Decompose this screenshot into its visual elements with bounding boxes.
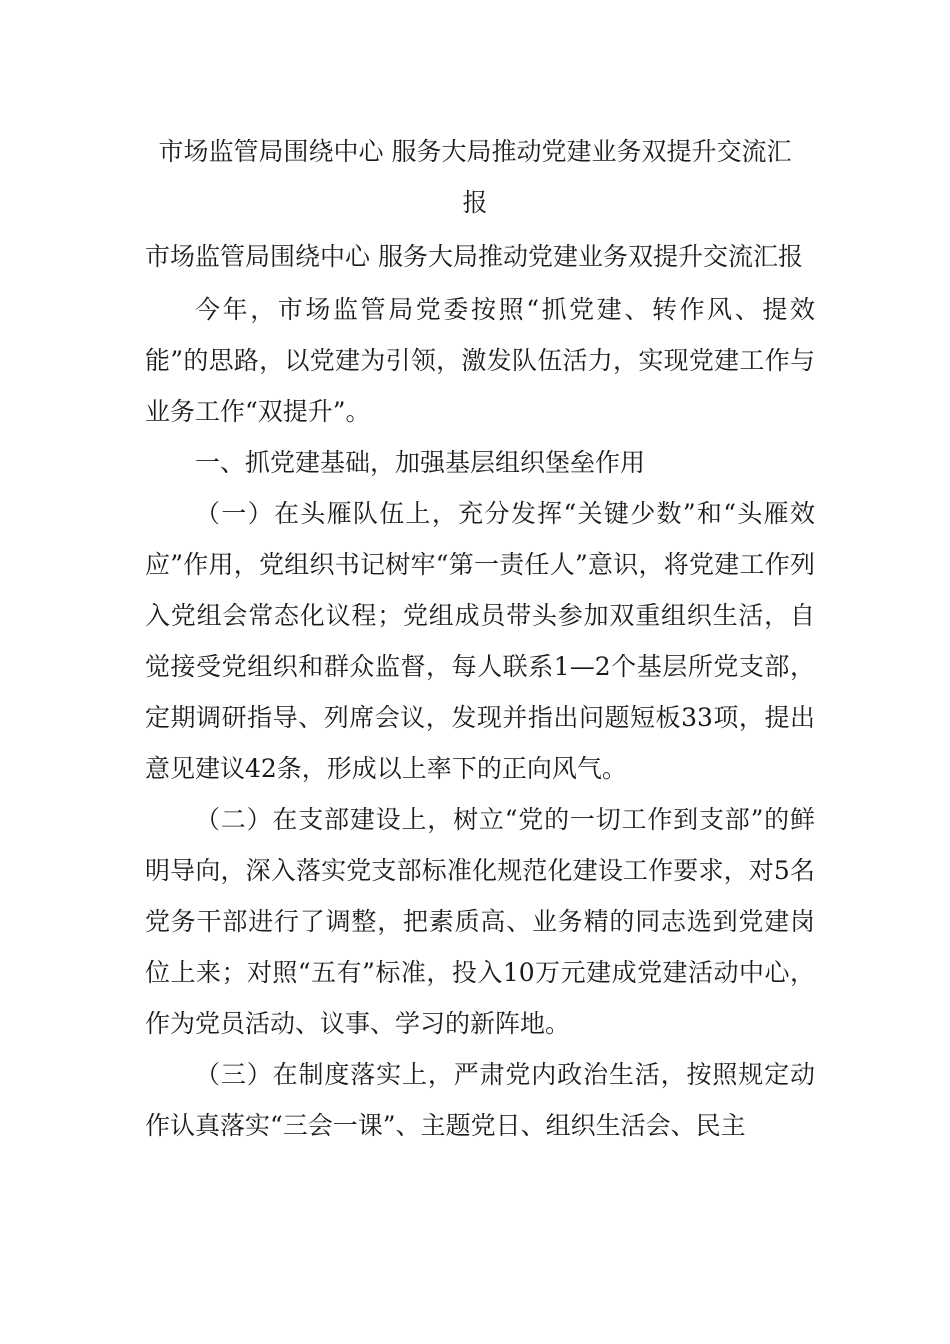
title-line-2: 报 (462, 188, 488, 217)
document-title (140, 126, 810, 228)
paragraph-sub-1: （一）在头雁队伍上，充分发挥“关键少数”和“头雁效应”作用，党组织书记树牢“第一责任人”意识，将党建工作列入党组会常态化议程；党组成员带头参加双重组织生活，自觉接受党组织和群众监督，每人联系1—2个基层所党支部，定期调研指导、列席会议，发现并指出问题短板33项，提出意见建议42条，形成以上率下的正向风气。 (145, 499, 815, 783)
paragraph-sub-2: （二）在支部建设上，树立“党的一切工作到支部”的鲜明导向，深入落实党支部标准化规范化建设工作要求，对5名党务干部进行了调整，把素质高、业务精的同志选到党建岗位上来；对照“五有”标准，投入10万元建成党建活动中心，作为党员活动、议事、学习的新阵地。 (145, 805, 815, 1038)
title-line-1: 市场监管局围绕中心 服务大局推动党建业务双提升交流汇 (158, 137, 792, 166)
paragraph-intro: 今年，市场监管局党委按照“抓党建、转作风、提效能”的思路，以党建为引领，激发队伍活力，实现党建工作与业务工作“双提升”。 (145, 295, 815, 426)
paragraph-sub-3: （三）在制度落实上，严肃党内政治生活，按照规定动作认真落实“三会一课”、主题党日、组织生活会、民主 (145, 1060, 815, 1140)
section-heading-1: 一、抓党建基础，加强基层组织堡垒作用 (195, 448, 646, 477)
document-body (145, 231, 815, 1151)
repeated-title: 市场监管局围绕中心 服务大局推动党建业务双提升交流汇报 (145, 242, 803, 271)
